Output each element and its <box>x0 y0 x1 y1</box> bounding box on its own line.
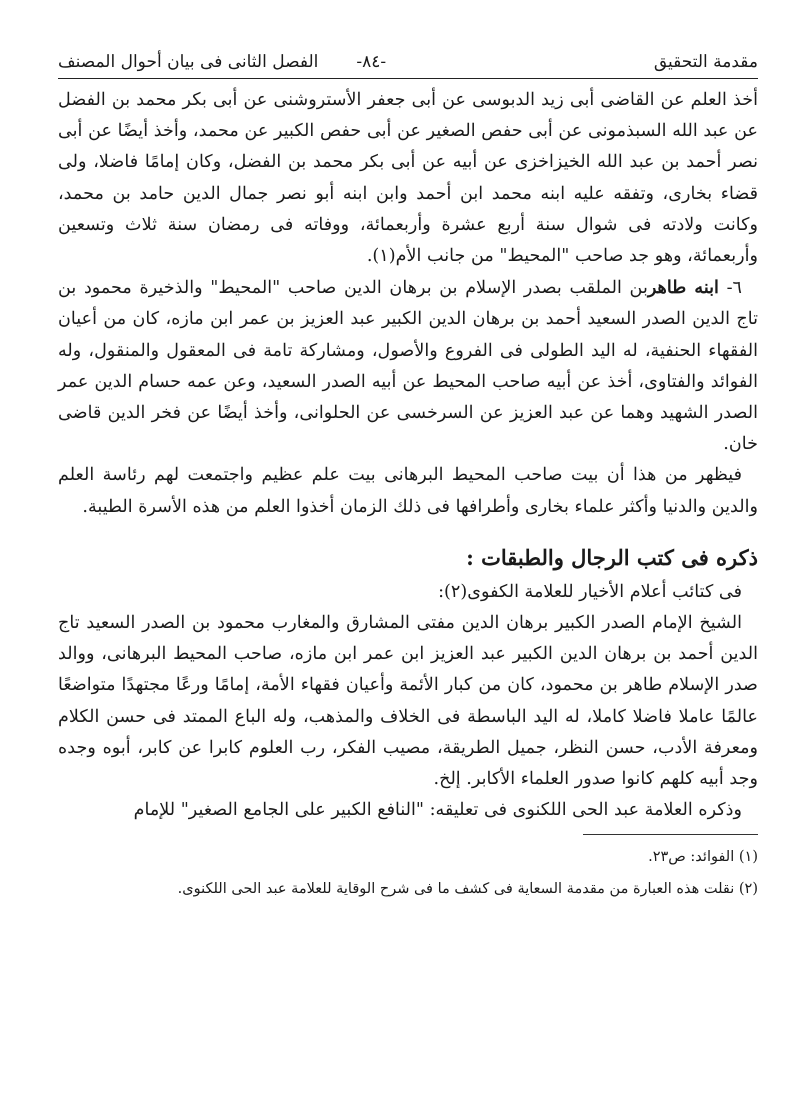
section-heading: ذكره فى كتب الرجال والطبقات : <box>466 544 758 570</box>
running-header <box>58 52 758 79</box>
footnote-divider <box>583 834 758 835</box>
header-chapter-title: الفصل الثانى فى بيان أحوال المصنف <box>58 52 319 72</box>
paragraph-4: فى كتائب أعلام الأخيار للعلامة الكفوى(٢): <box>438 581 742 602</box>
entry-text: بن الملقب بصدر الإسلام بن برهان الدين صاحب "المحيط" والذخيرة محمود بن تاج الدين الصدر السعيد أحمد بن برهان الدين الكبير عبد العزيز بن عمر ابن مازه، كان من أعيان الفقهاء الحنفية، له اليد الطولى فى الفروع والأصول، ومشاركة تامة فى المعقول والمنقول، وله الفوائد والفتاوى، أخذ عن أبيه صاحب المحيط عن أبيه الصدر السعيد، وعن عمه حسام الدين عمر الصدر الشهيد وهما عن عبد العزيز عن السرخسى عن الحلوانى، وأخذ أيضًا عن فخر الدين قاضى خان. <box>58 278 758 455</box>
page-number: -٨٤- <box>356 52 387 72</box>
footnotes <box>58 845 758 901</box>
paragraph-1: أخذ العلم عن القاضى أبى زيد الدبوسى عن أبى جعفر الأستروشنى عن أبى بكر محمد بن الفضل عن عبد الله السبذمونى عن أبى حفص الصغير عن أبى حفص الكبير عن محمد، وأخذ أيضًا عن أبى نصر أحمد بن عبد الله الخيزاخزى عن أبيه عن أبى بكر محمد بن الفضل، وكان إمامًا فاضلا، ولى قضاء بخارى، وتفقه عليه ابنه محمد ابن أحمد وابن ابنه أبو نصر جمال الدين حامد بن محمد، وكانت ولادته فى شوال سنة أربع عشرة وأربعمائة، ووفاته فى رمضان سنة ثلاث وتسعين وأربعمائة، وهو جد صاحب "المحيط" من جانب الأم(١). <box>58 90 758 267</box>
paragraph-5: الشيخ الإمام الصدر الكبير برهان الدين مفتى المشارق والمغارب محمود بن الصدر السعيد تاج الدين أحمد بن برهان الدين الكبير عبد العزيز ابن عمر ابن مازه، صاحب المحيط البرهانى، ووالد صدر الإسلام طاهر بن محمود، كان من كبار الأئمة وأعيان فقهاء الأمة، إمامًا ورعًا مجتهدًا متواضعًا عالمًا عاملا فاضلا كاملا، له اليد الباسطة فى الخلاف والمذهب، وله الباع الممتد فى حسن الكلام ومعرفة الأدب، حسن النظر، جميل الطريقة، مصيب الفكر، رب العلوم كابرا عن كابر، أبوه وجده وجد أبيه كلهم كانوا صدور العلماء الأكابر. إلخ. <box>58 613 758 790</box>
paragraph-3: فيظهر من هذا أن بيت صاحب المحيط البرهانى بيت علم عظيم واجتمعت لهم رئاسة العلم والدين والدنيا وأكثر علماء بخارى وأطرافها فى ذلك الزمان أخذوا العلم من هذه الأسرة الطيبة. <box>58 465 758 517</box>
footnote-2: (٢) نقلت هذه العبارة من مقدمة السعاية فى كشف ما فى شرح الوقاية للعلامة عبد الحى اللكنوى. <box>177 881 758 898</box>
entry-number: ٦- <box>726 278 742 299</box>
footnote-1: (١) الفوائد: ص٢٣. <box>648 849 758 866</box>
book-page <box>58 52 758 909</box>
main-text <box>58 85 758 826</box>
header-left-group <box>58 52 386 72</box>
entry-name: ابنه طاهر <box>647 277 719 299</box>
header-book-section: مقدمة التحقيق <box>653 52 758 72</box>
paragraph-6: وذكره العلامة عبد الحى اللكنوى فى تعليقه: "النافع الكبير على الجامع الصغير" للإمام <box>133 800 742 821</box>
paragraph-2 <box>58 272 758 460</box>
